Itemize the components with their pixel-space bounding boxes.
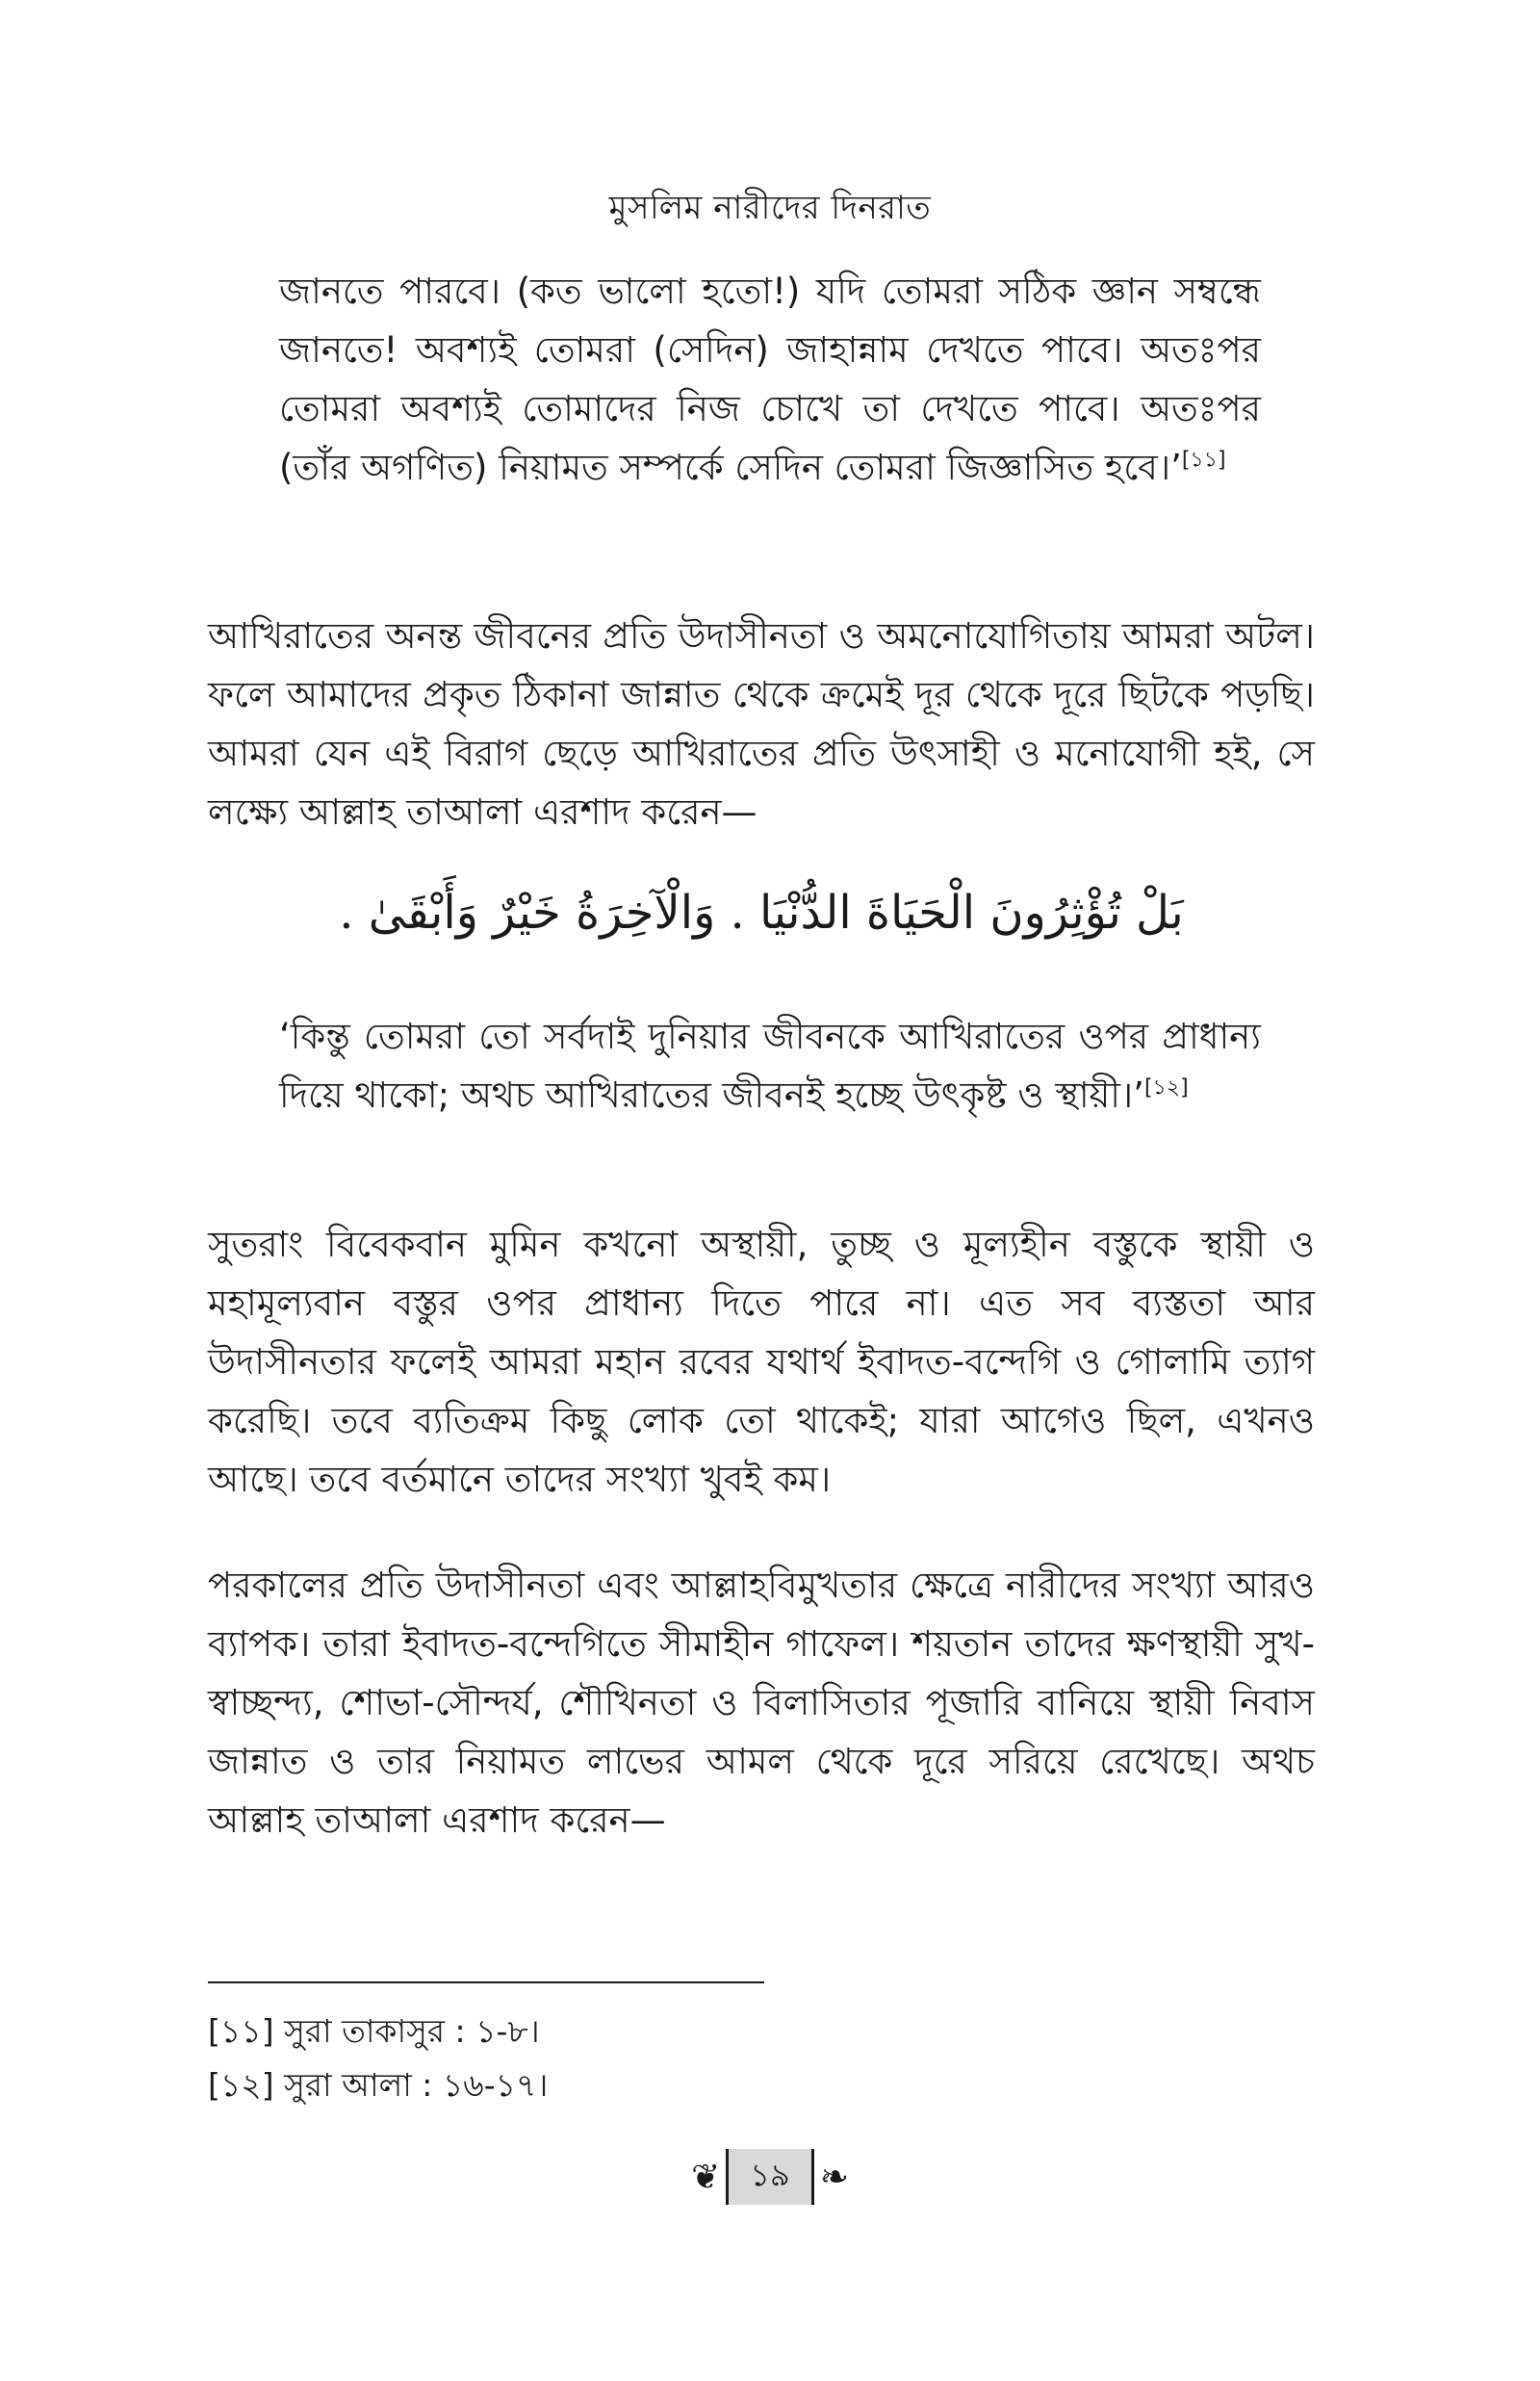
ornament-left-icon: ❦ [691,2157,721,2197]
paragraph-2: সুতরাং বিবেকবান মুমিন কখনো অস্থায়ী, তুচ্ছ ও মূল্যহীন বস্তুকে স্থায়ী ও মহামূল্যবান বস্তুর ওপর প্রাধান্য দিতে পারে না। এত সব ব্যস্ততা আর উদাসীনতার ফলেই আমরা মহান রবের যথার্থ ইবাদত-বন্দেগি ও গোলামি ত্যাগ করেছি। তবে ব্যতিক্রম কিছু লোক তো থাকেই; যারা আগেও ছিল, এখনও আছে। তবে বর্তমানে তাদের সংখ্যা খুবই কম। [208,1224,1315,1500]
page-number: ১৯ [726,2149,814,2205]
paragraph-1: আখিরাতের অনন্ত জীবনের প্রতি উদাসীনতা ও অমনোযোগিতায় আমরা অটল। ফলে আমাদের প্রকৃত ঠিকানা জান্নাত থেকে ক্রমেই দূর থেকে দূরে ছিটকে পড়ছি। আমরা যেন এই বিরাগ ছেড়ে আখিরাতের প্রতি উৎসাহী ও মনোযোগী হই, সে লক্ষ্যে আল্লাহ তাআলা এরশাদ করেন— [208,615,1315,833]
footnote-ref-12[interactable]: [১২] [1143,1075,1189,1100]
running-title: মুসলিম নারীদের দিনরাত [608,189,932,227]
paragraph-3: পরকালের প্রতি উদাসীনতা এবং আল্লাহবিমুখতার ক্ষেত্রে নারীদের সংখ্যা আরও ব্যাপক। তারা ইবাদত-বন্দেগিতে সীমাহীন গাফেল। শয়তান তাদের ক্ষণস্থায়ী সুখ-স্বাচ্ছন্দ্য, শোভা-সৌন্দর্য, শৌখিনতা ও বিলাসিতার পূজারি বানিয়ে স্থায়ী নিবাস জান্নাত ও তার নিয়ামত লাভের আমল থেকে দূরে সরিয়ে রেখেছে। অথচ আল্লাহ তাআলা এরশাদ করেন— [208,1565,1315,1841]
quote-block-2 [279,1007,1261,1125]
quote-2-text: ‘কিন্তু তোমরা তো সর্বদাই দুনিয়ার জীবনকে আখিরাতের ওপর প্রাধান্য দিয়ে থাকো; অথচ আখিরাতের জীবনই হচ্ছে উৎকৃষ্ট ও স্থায়ী।’ [279,1016,1261,1116]
ornament-right-icon: ❧ [819,2157,849,2197]
quote-block-1 [279,262,1261,497]
page-footer [0,2149,1540,2205]
footnote-12: [১২] সুরা আলা : ১৬-১৭। [208,2066,549,2104]
quote-1-text: জানতে পারবে। (কত ভালো হতো!) যদি তোমরা সঠিক জ্ঞান সম্বন্ধে জানতে! অবশ্যই তোমরা (সেদিন) জাহান্নাম দেখতে পাবে। অতঃপর তোমরা অবশ্যই তোমাদের নিজ চোখে তা দেখতে পাবে। অতঃপর (তাঁর অগণিত) নিয়ামত সম্পর্কে সেদিন তোমরা জিজ্ঞাসিত হবে।’ [279,271,1261,488]
footnote-ref-11[interactable]: [১১] [1181,448,1226,473]
footnote-11: [১১] সুরা তাকাসুর : ১-৮। [208,2012,540,2050]
arabic-verse: بَلْ تُؤْثِرُونَ الْحَيَاةَ الدُّنْيَا . وَالْآخِرَةُ خَيْرٌ وَأَبْقَىٰ . [339,886,1184,940]
footnote-divider [208,1981,764,1983]
